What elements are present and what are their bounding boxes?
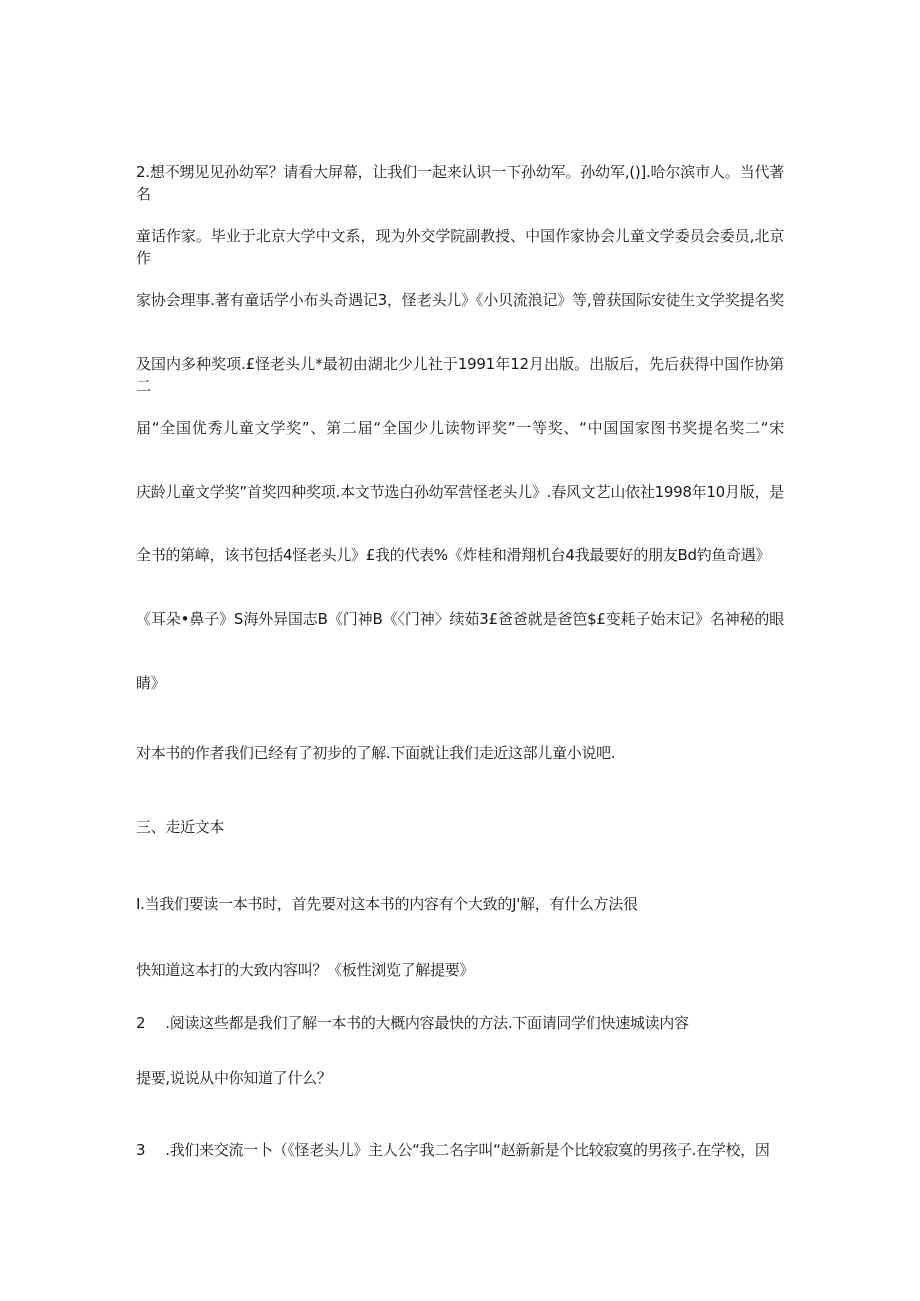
intro-line-5: 届“全国优秀儿童文学奖”、第二届“全国少儿读物评奖”一等奖、“中国国家图书奖提名奖二“宋 xyxy=(136,419,784,437)
section-heading: 三、走近文本 xyxy=(136,818,225,836)
item3-line-1 xyxy=(136,1139,770,1161)
item2-number: 2 xyxy=(136,1014,146,1032)
item3-text: .我们来交流一卜（《怪老头儿》主人公“我二名字叫“赵新新是个比较寂寞的男孩子.在学校，因 xyxy=(165,1141,770,1159)
intro-line-8: 《耳朵•鼻子》S海外异国志B《门神B《〈门神〉续茹3£爸爸就是爸笆$£变耗子始末记》名神秘的眼 xyxy=(136,610,784,628)
intro-line-4: 及国内多种奖项.£怪老头儿*最初由湖北少儿社于1991年12月出版。出版后，先后获得中国作协第二 xyxy=(136,355,784,395)
intro-line-7: 全书的第嶂，该书包括4怪老头儿》£我的代表%《炸桂和滑翔机台4我最要好的朋友Bd钓鱼奇遇》 xyxy=(136,546,771,564)
transition-text: 对本书的作者我们已经有了初步的了解.下面就让我们走近这部儿童小说吧. xyxy=(136,744,616,762)
item2-line-1 xyxy=(136,1012,689,1034)
intro-line-6: 庆龄儿童文学奖”首奖四种奖项.本文节选白孙幼军营怪老头儿》.春风文艺山依社1998年10月版，是 xyxy=(136,483,784,501)
intro-line-2: 童话作家。毕业于北京大学中文系，现为外交学院副教授、中国作家协会儿童文学委员会委员,北京作 xyxy=(136,227,784,267)
item2-line-2: 提要,说说从中你知道了什么？ xyxy=(136,1069,332,1087)
item2-text: .阅读这些都是我们了解一本书的大概内容最快的方法.下面请同学们快速城读内容 xyxy=(165,1014,689,1032)
item1-line-1: I.当我们要读一本书时，首先要对这本书的内容有个大致的J'解，有什么方法很 xyxy=(136,895,638,913)
intro-line-9: 睛》 xyxy=(136,674,166,692)
item1-line-2: 快知道这本打的大致内容叫？《板性浏览了解提要》 xyxy=(136,961,475,979)
intro-line-3: 家协会理事.著有童话学小布头奇遇记3，怪老头儿》《小贝流浪记》等,曾获国际安徒生文学奖提名奖 xyxy=(136,291,784,309)
item3-number: 3 xyxy=(136,1141,146,1159)
intro-line-1: 2.想不甥见见孙幼军？请看大屏幕，让我们一起来认识一下孙幼军。孙幼军,()].哈尔滨市人。当代著名 xyxy=(136,163,784,203)
